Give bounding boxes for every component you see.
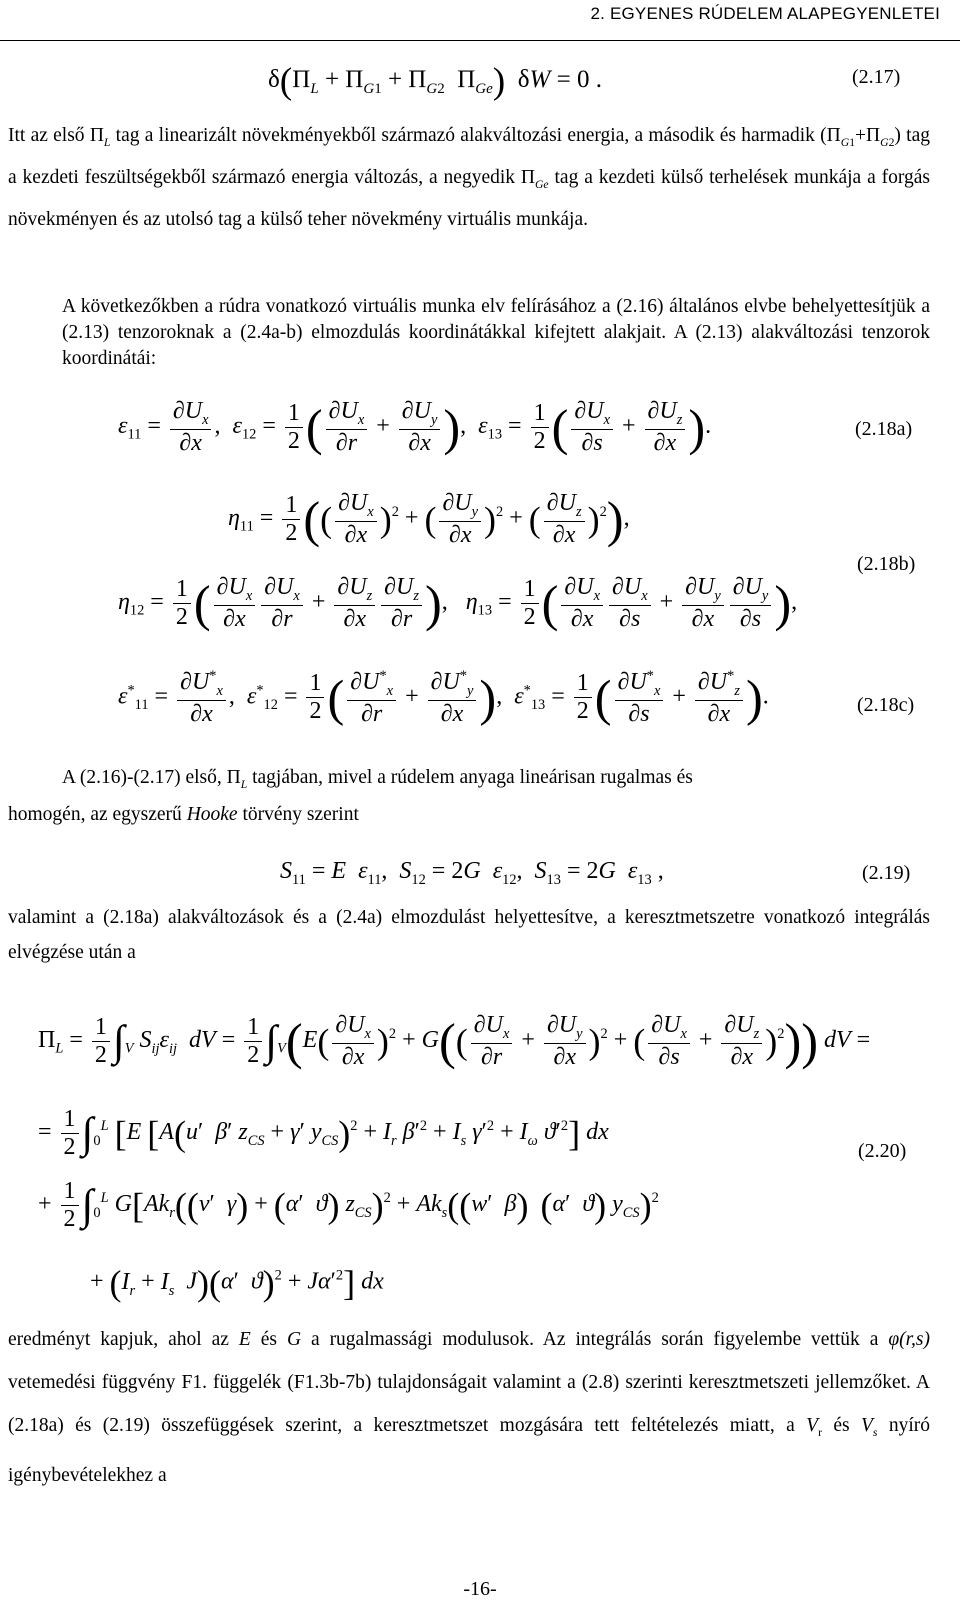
- equation-number-2-18c: (2.18c): [857, 694, 915, 716]
- equation-number-2-19: (2.19): [862, 862, 911, 884]
- equation-2-18b-eta11: $\eta_{11}$ = $\frac{1}{2}$ (( $\frac{\partial U_x}{\partial x}$ )$^2$ + ( $\frac{\partial U_y}{\partial x}$ )$^2$ + ( $\frac{\partial U_z}{\partial x}$ )$^2$),: [228, 490, 630, 548]
- equation-2-17: $\delta(\Pi_L + \Pi_{G1} + \Pi_{G2}$ $\Pi_{Ge}$) δW = 0 .: [268, 61, 602, 102]
- equation-number-2-18a: (2.18a): [855, 418, 913, 440]
- equation-2-20-line-2: = $\frac{1}{2}$ $\int_0^L$ [E [A(u′ β′ $z_{CS} + \gamma'$ $y_{CS})^2 + I_r$ $\beta'^2 + I_s$ $\gamma'^2 + I_\omega$ $ϑ'^2$] dx: [38, 1106, 609, 1160]
- paragraph-1: Itt az első $\Pi_L$ tag a linearizált növekményekből származó alakváltozási energia, a második és harmadik $(\Pi_{G1}+\Pi_{G2})$ tag a kezdeti feszültségekből származó energia változás, a negyedik $\Pi_{Ge}$ tag a kezdeti külső terhelések munkája a forgás növekményen és az utolsó tag a külső teher növekmény virtuális munkája.: [8, 125, 930, 230]
- equation-2-19: $S_{11} = E$ $\varepsilon_{11}$, $S_{12} = 2G$ $\varepsilon_{12}$, $S_{13} = 2G$ $\varepsilon_{13}$ ,: [280, 858, 664, 888]
- paragraph-2: A következőkben a rúdra vonatkozó virtuális munka elv felírásához a (2.16) általános elvbe behelyettesítjük a (2.13) tenzoroknak a (2.4a-b) elmozdulás koordinátákkal kifejtett alakjait. A (2.13) alakváltozási tenzorok koordinátái:: [62, 296, 930, 369]
- equation-2-18c: $\varepsilon^*_{11}$ = $\frac{\partial U^*_x}{\partial x}$ , $\varepsilon^*_{12}$ = $\frac{1}{2}$ ( $\frac{\partial U^*_x}{\partial r}$ + $\frac{\partial U^*_y}{\partial x}$ ), $\varepsilon^*_{13}$ = $\frac{1}{2}$ ( $\frac{\partial U^*_x}{\partial s}$ + $\frac{\partial U^*_z}{\partial x}$ ).: [118, 668, 769, 727]
- equation-2-20-line-1: $\Pi_L$ = $\frac{1}{2}$ $\int_V$ $S_{ij}\varepsilon_{ij}$ dV = $\frac{1}{2}$ $\int_V(E$( $\frac{\partial U_x}{\partial x}$ )$^2$ + G(( $\frac{\partial U_x}{\partial r}$ + $\frac{\partial U_y}{\partial x}$ )$^2$ + ( $\frac{\partial U_x}{\partial s}$ + $\frac{\partial U_z}{\partial x}$ )$^2$)) dV =: [38, 1012, 871, 1070]
- equation-number-2-18b: (2.18b): [857, 553, 916, 575]
- page-number: -16-: [463, 1578, 497, 1600]
- header-rule: [0, 40, 960, 41]
- equation-2-20-line-3: + $\frac{1}{2}$ $\int_0^L$ $G[Ak_r((v'$ γ) + (α′ ϑ) $z_{CS})^2 + Ak_s((w'$ β) (α′ ϑ) $y_{CS})^2$: [38, 1178, 659, 1232]
- equation-2-18b-eta12-eta13: $\eta_{12}$ = $\frac{1}{2}$ ( $\frac{\partial U_x}{\partial x}$ $\frac{\partial U_x}{\partial r}$ + $\frac{\partial U_z}{\partial x}$ $\frac{\partial U_z}{\partial r}$ ), $\eta_{13}$ = $\frac{1}{2}$ ( $\frac{\partial U_x}{\partial x}$ $\frac{\partial U_x}{\partial s}$ + $\frac{\partial U_y}{\partial x}$ $\frac{\partial U_y}{\partial s}$ ),: [118, 574, 798, 632]
- paragraph-3-continued: homogén, az egyszerű Hooke törvény szerint: [8, 804, 359, 825]
- paragraph-5: eredményt kapjuk, ahol az E és G a rugalmassági modulusok. Az integrálás során figyelembe vettük a φ(r,s) vetemedési függvény F1. függelék (F1.3b-7b) tulajdonságait valamint a (2.8) szerinti keresztmetszeti jellemzőket. A (2.18a) és (2.19) összefüggések szerint, a keresztmetszet mozgására tett feltételezés miatt, a $V_r$ és $V_s$ nyíró igénybevételekhez a: [8, 1329, 930, 1486]
- equation-number-2-17: (2.17): [852, 66, 901, 88]
- running-header: 2. EGYENES RÚDELEM ALAPEGYENLETEI: [590, 4, 940, 23]
- paragraph-4: valamint a (2.18a) alakváltozások és a (2.4a) elmozdulást helyettesítve, a keresztmetszetre vonatkozó integrálás elvégzése után a: [8, 907, 930, 963]
- equation-number-2-20: (2.20): [858, 1140, 907, 1162]
- equation-2-18a: $\varepsilon_{11}$ = $\frac{\partial U_x}{\partial x}$ , $\varepsilon_{12}$ = $\frac{1}{2}$ ( $\frac{\partial U_x}{\partial r}$ + $\frac{\partial U_y}{\partial x}$ ), $\varepsilon_{13}$ = $\frac{1}{2}$ ( $\frac{\partial U_x}{\partial s}$ + $\frac{\partial U_z}{\partial x}$ ).: [118, 398, 712, 456]
- equation-2-20-line-4: + ($I_r + I_s$ J)(α′ $ϑ)^2 + J\alpha'^2$] dx: [90, 1263, 384, 1303]
- paragraph-3: A (2.16)-(2.17) első, $\Pi_L$ tagjában, mivel a rúdelem anyaga lineárisan rugalmas és: [62, 767, 693, 791]
